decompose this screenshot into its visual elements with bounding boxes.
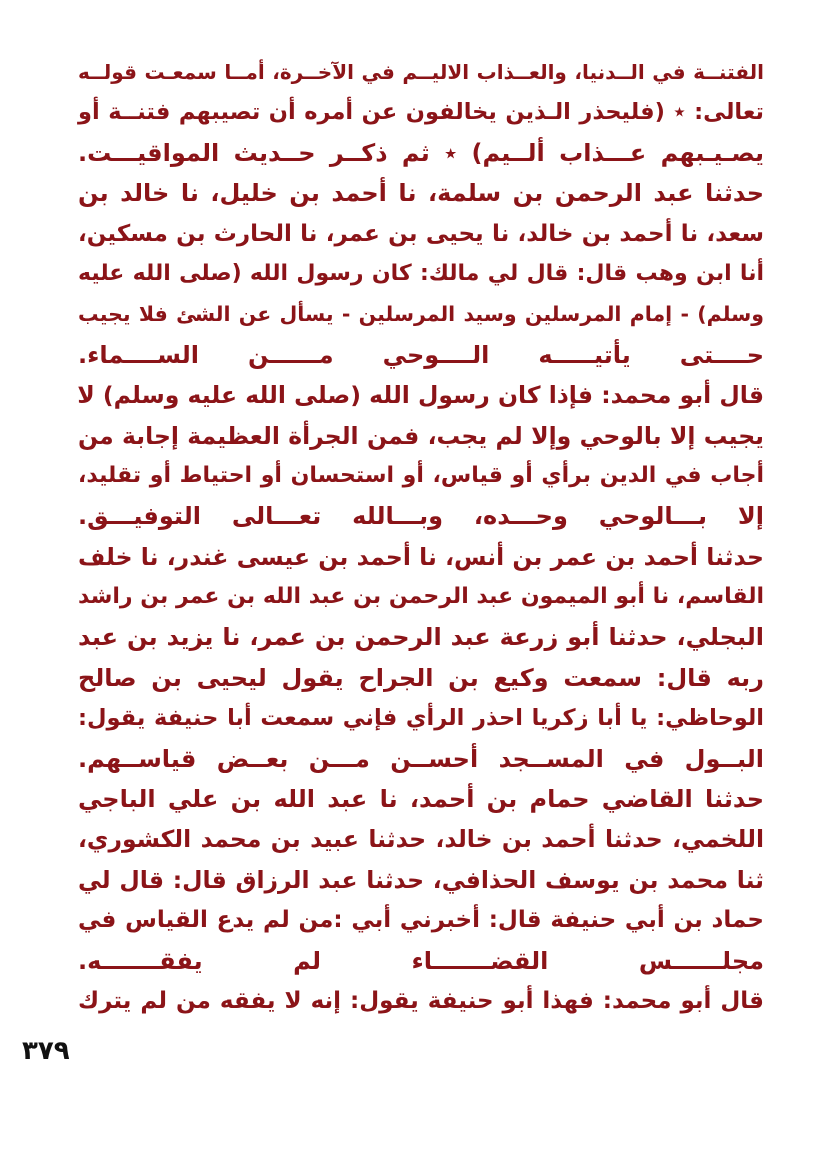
text-line: مجلــــــس القضـــــــاء لم يفقـــــــه.: [78, 946, 764, 975]
text-line: ثنا محمد بن يوسف الحذافي، حدثنا عبد الرزاق قال: قال لي: [78, 865, 764, 894]
text-line: حدثنا عبد الرحمن بن سلمة، نا أحمد بن خليل، نا خالد بن: [78, 179, 764, 208]
text-line: سعد، نا أحمد بن خالد، نا يحيى بن عمر، نا الحارث بن مسكين،: [78, 220, 764, 247]
text-line: وسلم) - إمام المرسلين وسيد المرسلين - يسأل عن الشئ فلا يجيب: [78, 302, 764, 327]
page-number: ٣٧٩: [22, 1036, 70, 1066]
text-line: حــــتى يأتيـــــه الــــوحي مــــــن الســــماء.: [78, 340, 764, 369]
text-line: تعالى: ٭ (فليحذر الـذين يخالفون عن أمره أن تصيبهم فتنــة أو: [78, 99, 764, 126]
text-line: إلا بـــالوحي وحـــده، وبـــالله تعـــالى التوفيـــق.: [78, 502, 764, 531]
text-line: القاسم، نا أبو الميمون عبد الرحمن بن عبد الله بن عمر بن راشد: [78, 584, 764, 610]
text-line: ربه قال: سمعت وكيع بن الجراح يقول ليحيى بن صالح: [78, 663, 764, 692]
text-line: الوحاظي: يا أبا زكريا احذر الرأي فإني سمعت أبا حنيفة يقول:: [78, 705, 764, 732]
text-line: حدثنا أحمد بن عمر بن أنس، نا أحمد بن عيسى غندر، نا خلف: [78, 542, 764, 571]
body-text: [78, 52, 764, 1021]
text-line: قال أبو محمد: فإذا كان رسول الله (صلى الله عليه وسلم) لا: [77, 381, 764, 410]
text-line: قال أبو محمد: فهذا أبو حنيفة يقول: إنه لا يفقه من لم يترك: [78, 987, 764, 1014]
text-line: أجاب في الدين برأي أو قياس، أو استحسان أو احتياط أو تقليد،: [78, 462, 764, 488]
text-line: أنا ابن وهب قال: قال لي مالك: كان رسول الله (صلى الله عليه: [78, 260, 764, 286]
text-line: يجيب إلا بالوحي وإلا لم يجب، فمن الجرأة العظيمة إجابة من: [78, 421, 764, 450]
text-line: يصـيـبهم عـــذاب ألــيم) ٭ ثم ذكــر حــديث المواقيـــت.: [78, 138, 764, 167]
text-line: البــول في المســجد أحســن مـــن بعــض قياســهم.: [78, 744, 764, 773]
text-line: البجلي، حدثنا أبو زرعة عبد الرحمن بن عمر، نا يزيد بن عبد: [78, 623, 764, 652]
text-line: حماد بن أبي حنيفة قال: أخبرني أبي :من لم يدع القياس في: [78, 907, 764, 934]
text-line: الفتنــة في الــدنيا، والعــذاب الاليــم في الآخــرة، أمــا سمعـت قولــه: [78, 60, 764, 84]
text-line: حدثنا القاضي حمام بن أحمد، نا عبد الله بن علي الباجي: [78, 785, 764, 814]
text-line: اللخمي، حدثنا أحمد بن خالد، حدثنا عبيد بن محمد الكشوري،: [78, 825, 764, 854]
